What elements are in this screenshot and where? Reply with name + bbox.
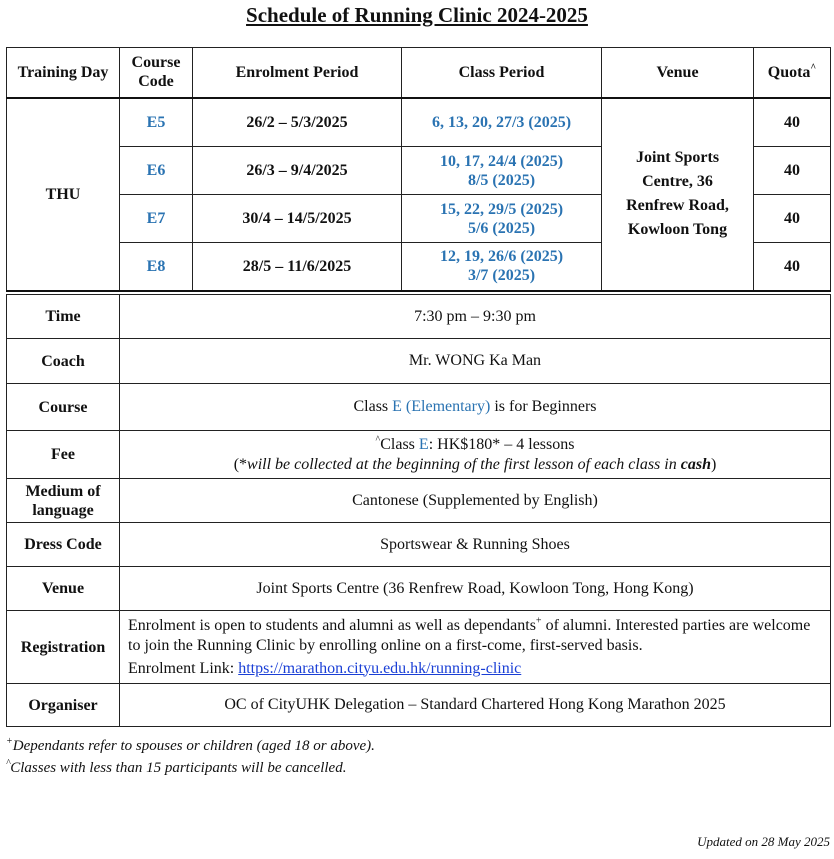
registration-value: Enrolment is open to students and alumni as well as dependants+ of alumni. Interested parties are welcome to join the Running Clinic by enrolling online on a first-come, first-served basis. Enrolment Link: https://marathon.cityu.edu.hk/running-clinic (120, 611, 831, 684)
detail-row-dress (7, 523, 831, 567)
header-course-code: Course Code (120, 48, 193, 98)
course-label: Course (7, 384, 120, 431)
time-label: Time (7, 295, 120, 339)
course-code: E6 (120, 147, 193, 195)
dress-value: Sportswear & Running Shoes (120, 523, 831, 567)
header-quota: Quota^ (754, 48, 831, 98)
class-period: 6, 13, 20, 27/3 (2025) (402, 98, 602, 147)
course-code: E5 (120, 98, 193, 147)
header-venue: Venue (602, 48, 754, 98)
coach-label: Coach (7, 339, 120, 384)
class-period: 10, 17, 24/4 (2025) 8/5 (2025) (402, 147, 602, 195)
course-code: E8 (120, 243, 193, 291)
enrolment-link[interactable]: https://marathon.cityu.edu.hk/running-clinic (238, 659, 522, 677)
detail-row-coach (7, 339, 831, 384)
detail-row-venue (7, 567, 831, 611)
organiser-label: Organiser (7, 684, 120, 727)
venue-cell: Joint Sports Centre, 36 Renfrew Road, Kowloon Tong (602, 98, 754, 291)
time-value: 7:30 pm – 9:30 pm (120, 295, 831, 339)
registration-label: Registration (7, 611, 120, 684)
details-table (6, 294, 831, 727)
fee-value: ^Class E: HK$180* – 4 lessons (*will be collected at the beginning of the first lesson of each class in cash) (120, 431, 831, 479)
header-class-period: Class Period (402, 48, 602, 98)
detail-row-medium (7, 479, 831, 523)
class-period: 12, 19, 26/6 (2025) 3/7 (2025) (402, 243, 602, 291)
course-value: Class E (Elementary) is for Beginners (120, 384, 831, 431)
venue-label: Venue (7, 567, 120, 611)
training-day-cell: THU (7, 98, 120, 291)
quota-value: 40 (754, 98, 831, 147)
schedule-header-row (7, 48, 831, 98)
organiser-value: OC of CityUHK Delegation – Standard Chartered Hong Kong Marathon 2025 (120, 684, 831, 727)
header-training-day: Training Day (7, 48, 120, 98)
header-enrolment-period: Enrolment Period (193, 48, 402, 98)
coach-value: Mr. WONG Ka Man (120, 339, 831, 384)
quota-value: 40 (754, 195, 831, 243)
table-row (7, 98, 831, 147)
class-period: 15, 22, 29/5 (2025) 5/6 (2025) (402, 195, 602, 243)
medium-value: Cantonese (Supplemented by English) (120, 479, 831, 523)
quota-value: 40 (754, 243, 831, 291)
schedule-table (6, 47, 831, 292)
venue-value: Joint Sports Centre (36 Renfrew Road, Kowloon Tong, Hong Kong) (120, 567, 831, 611)
dress-label: Dress Code (7, 523, 120, 567)
footnotes (6, 735, 375, 779)
fee-label: Fee (7, 431, 120, 479)
enrolment-period: 26/2 – 5/3/2025 (193, 98, 402, 147)
enrolment-period: 30/4 – 14/5/2025 (193, 195, 402, 243)
footnote-dependants: +Dependants refer to spouses or children (aged 18 or above). (6, 736, 375, 754)
enrolment-period: 28/5 – 11/6/2025 (193, 243, 402, 291)
detail-row-fee (7, 431, 831, 479)
quota-value: 40 (754, 147, 831, 195)
detail-row-organiser (7, 684, 831, 727)
enrolment-period: 26/3 – 9/4/2025 (193, 147, 402, 195)
detail-row-time (7, 295, 831, 339)
updated-date: Updated on 28 May 2025 (697, 834, 830, 849)
course-code: E7 (120, 195, 193, 243)
footnote-cancellation: ^Classes with less than 15 participants will be cancelled. (6, 758, 347, 776)
page-title: Schedule of Running Clinic 2024-2025 (246, 3, 588, 27)
medium-label: Medium of language (7, 479, 120, 523)
detail-row-registration (7, 611, 831, 684)
detail-row-course (7, 384, 831, 431)
